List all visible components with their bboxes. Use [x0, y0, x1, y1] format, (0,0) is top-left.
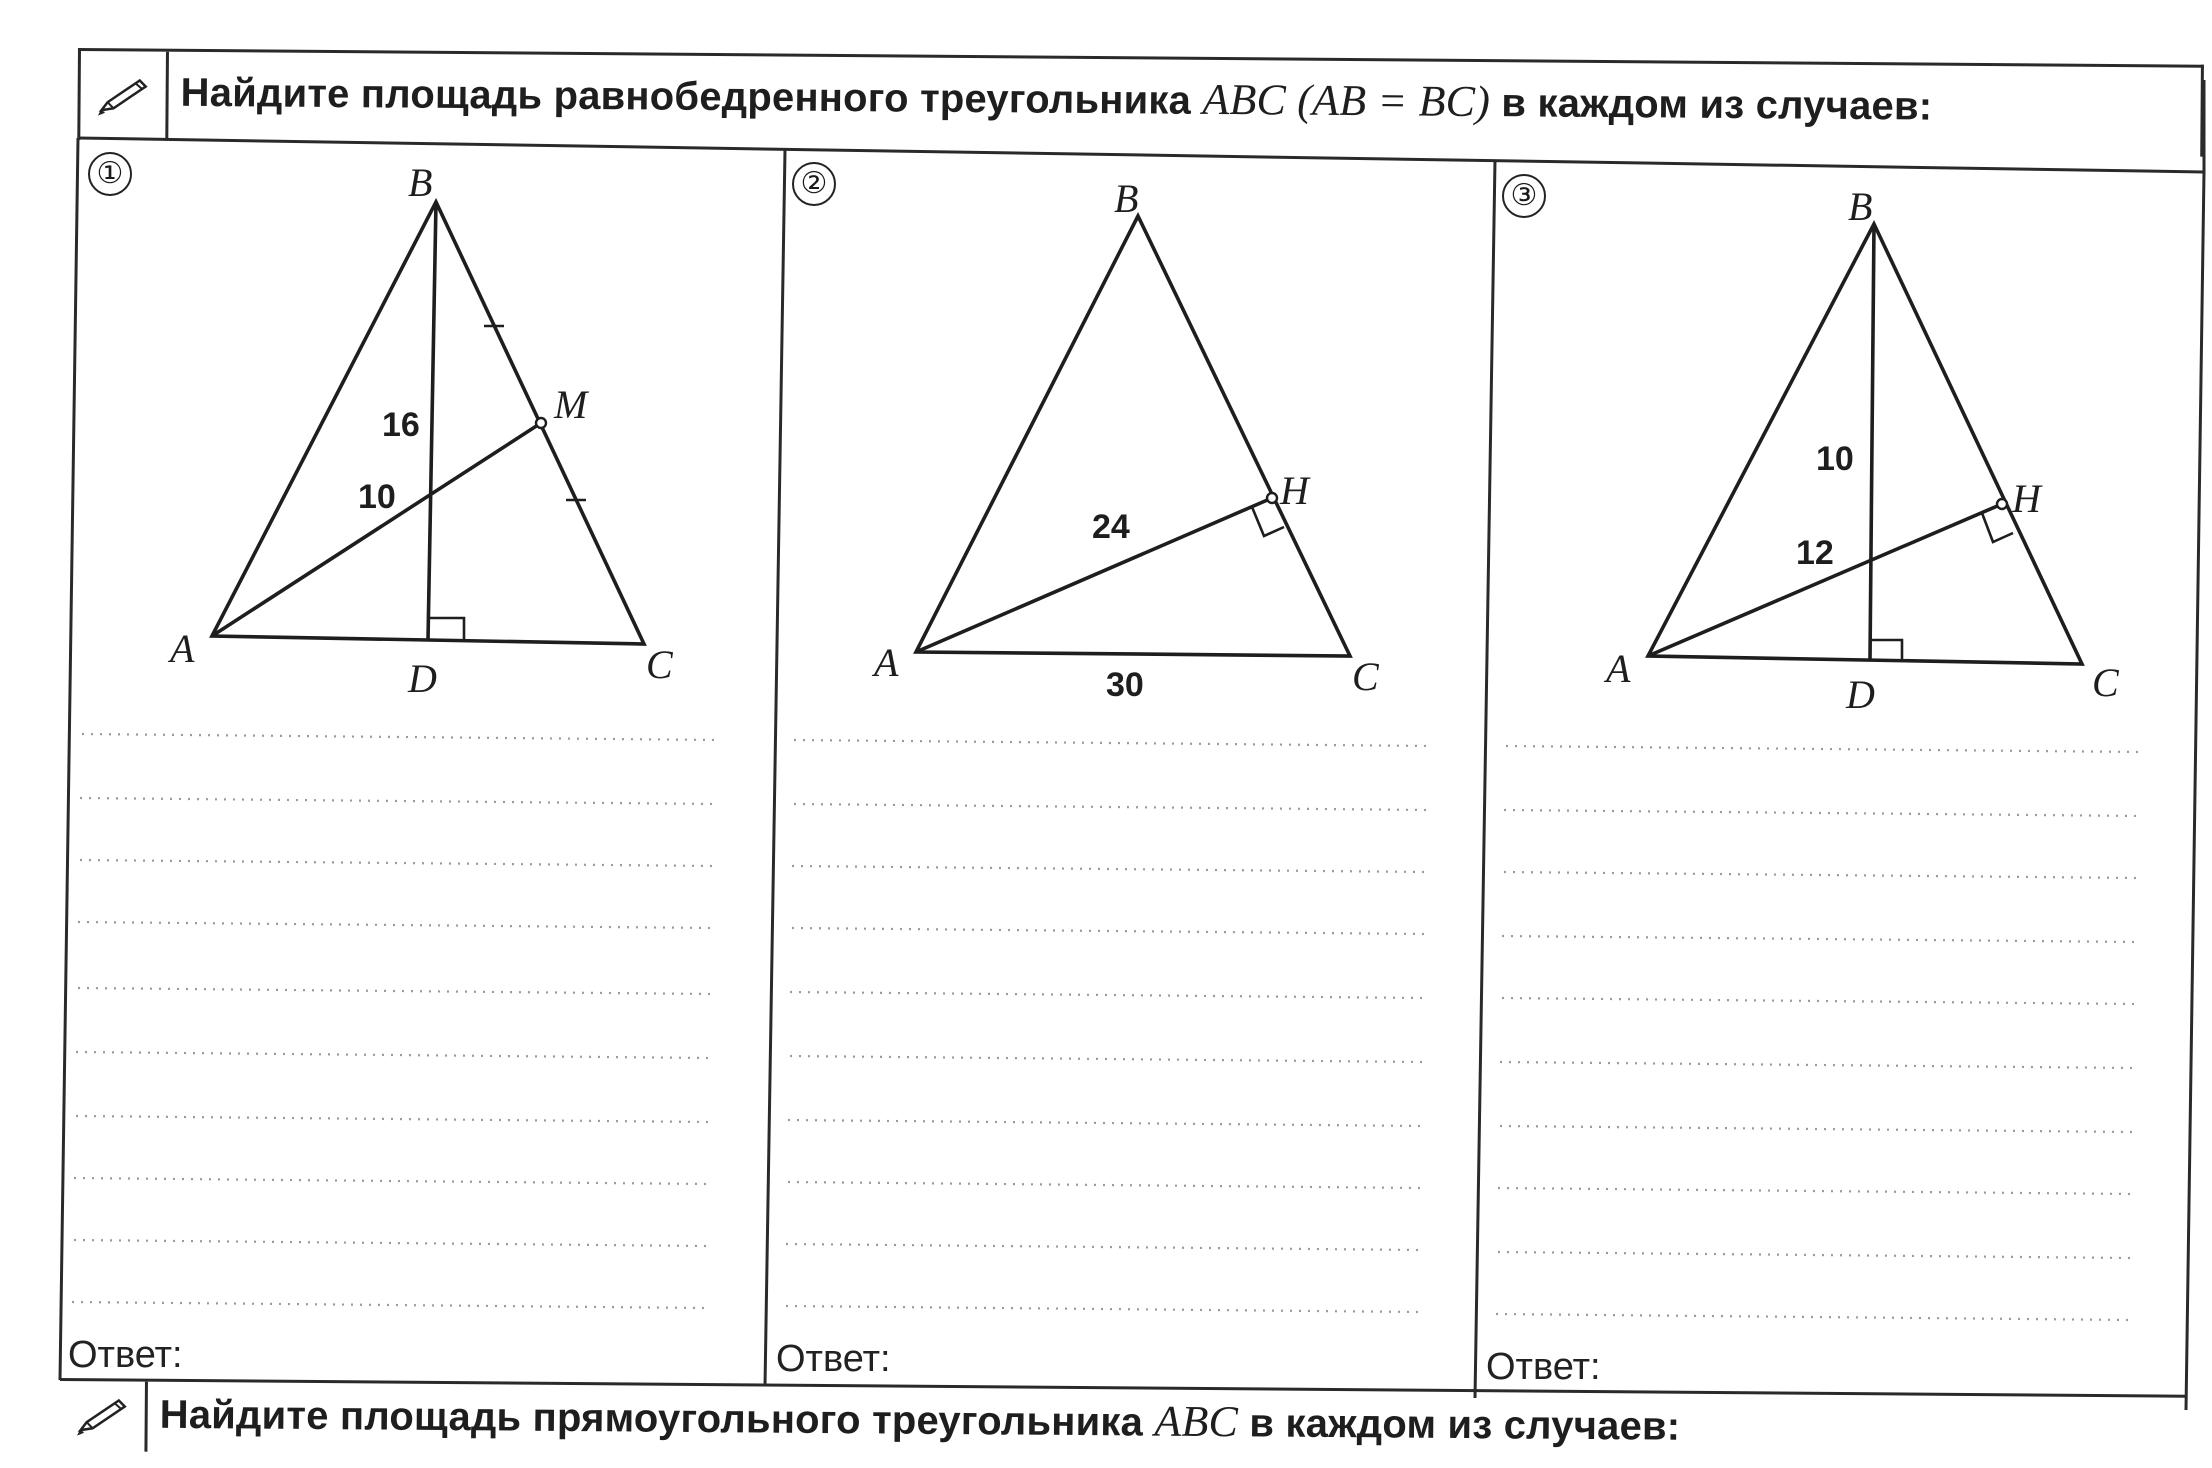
point-m-1 [536, 418, 546, 428]
median-am-1 [212, 423, 541, 636]
problem-number-2: ② [792, 162, 836, 206]
problem-number-1: ① [88, 152, 132, 196]
task2-title [160, 1388, 1681, 1451]
value-label-ah-3: 12 [1796, 534, 1834, 572]
pen-icon-box-2 [59, 1381, 148, 1452]
vertex-label-a-3: A [1606, 646, 1631, 691]
grid-divider-2 [1475, 160, 1495, 1398]
height-bd-3 [1870, 224, 1874, 660]
answer-label-1: Ответ: [68, 1334, 183, 1376]
value-label-bd-3: 10 [1816, 440, 1854, 478]
vertex-label-a-1: A [170, 626, 195, 671]
answer-label-3: Ответ: [1486, 1346, 1601, 1388]
dotted-lines-1 [72, 734, 718, 1308]
vertex-label-b-3: B [1848, 184, 1873, 229]
task1-title-suffix: в каждом из случаев: [1501, 81, 1933, 129]
vertex-label-a-2: A [874, 640, 899, 685]
triangle-figure-2 [916, 216, 1350, 656]
value-label-ac-2: 30 [1106, 666, 1144, 704]
dotted-lines-3 [1496, 746, 2140, 1320]
vertex-label-h-2: H [1280, 468, 1309, 513]
vertex-label-c-3: C [2092, 660, 2119, 705]
task2-header [59, 1378, 2186, 1468]
grid-top-line [78, 138, 2204, 172]
grid-right-line [2186, 172, 2204, 1410]
vertex-label-m-1: M [554, 382, 588, 427]
task2-title-math: ABC [1154, 1396, 1239, 1447]
triangle-abc-3 [1648, 224, 2082, 664]
grid-left-line [60, 138, 78, 1380]
answer-label-2: Ответ: [776, 1338, 891, 1380]
height-ah-3 [1648, 504, 2002, 656]
task2-title-suffix: в каждом из случаев: [1249, 1401, 1681, 1449]
triangle-figure-3 [1648, 224, 2082, 664]
triangle-abc-2 [916, 216, 1350, 656]
vertex-label-b-2: B [1114, 176, 1139, 221]
right-angle-mark-1 [428, 618, 464, 641]
pen-icon [74, 1396, 130, 1436]
vertex-label-d-1: D [408, 656, 437, 701]
grid-divider-1 [765, 150, 785, 1386]
point-h-3 [1997, 499, 2007, 509]
value-label-am-1: 10 [358, 478, 396, 516]
vertex-label-c-2: C [1352, 654, 1379, 699]
task2-title-prefix: Найдите площадь прямоугольного треугольника [159, 1392, 1144, 1445]
task1-title-prefix: Найдите площадь равнобедренного треугольника [180, 70, 1192, 123]
vertex-label-c-1: C [646, 642, 673, 687]
point-h-2 [1267, 493, 1277, 503]
vertex-label-d-3: D [1846, 672, 1875, 717]
value-label-bd-1: 16 [382, 406, 420, 444]
task1-title-math: ABC (AB = BC) [1202, 74, 1491, 127]
value-label-ah-2: 24 [1092, 508, 1130, 546]
vertex-label-h-3: H [2012, 476, 2041, 521]
height-bd-1 [428, 202, 436, 640]
right-angle-mark-3b [1982, 513, 2013, 542]
dotted-lines-2 [786, 740, 1430, 1312]
vertex-label-b-1: B [408, 160, 433, 205]
right-angle-mark-3a [1870, 640, 1902, 661]
problem-number-3: ③ [1502, 174, 1546, 218]
